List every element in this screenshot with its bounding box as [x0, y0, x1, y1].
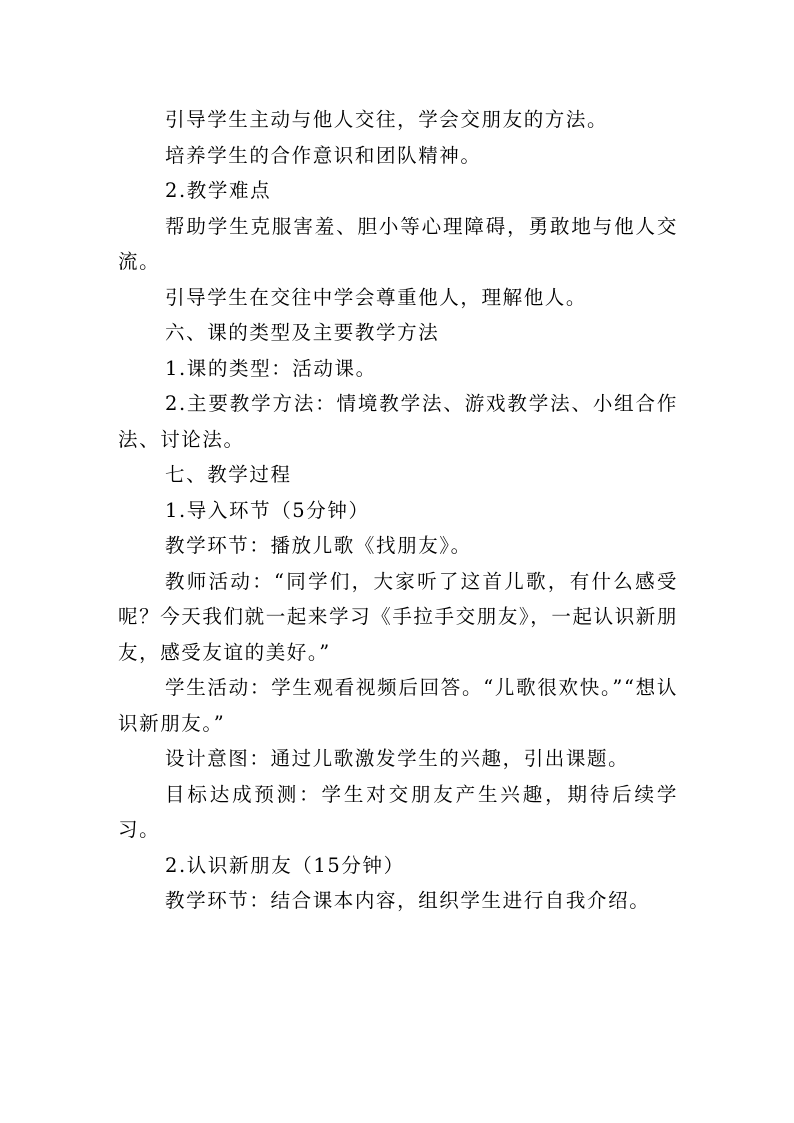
paragraph: 教师活动：“同学们，大家听了这首儿歌，有什么感受呢？今天我们就一起来学习《手拉手交朋友》，一起认识新朋友，感受友谊的美好。”: [118, 569, 678, 664]
paragraph: 培养学生的合作意识和团队精神。: [165, 143, 482, 167]
paragraph: 2.主要教学方法：情境教学法、游戏教学法、小组合作法、讨论法。: [118, 392, 678, 451]
section-heading: 2.教学难点: [165, 179, 272, 202]
paragraph: 帮助学生克服害羞、胆小等心理障碍，勇敢地与他人交流。: [118, 214, 678, 273]
paragraph: 引导学生在交往中学会尊重他人，理解他人。: [165, 285, 588, 309]
section-heading: 1.导入环节（5分钟）: [165, 498, 370, 522]
section-heading: 六、课的类型及主要教学方法: [165, 321, 440, 344]
document-body: [118, 102, 678, 919]
paragraph: 学生活动：学生观看视频后回答。“儿歌很欢快。”“想认识新朋友。”: [118, 676, 678, 735]
section-heading: 七、教学过程: [165, 463, 292, 486]
paragraph: 引导学生主动与他人交往，学会交朋友的方法。: [165, 108, 609, 131]
paragraph: 目标达成预测：学生对交朋友产生兴趣，期待后续学习。: [118, 782, 678, 841]
paragraph: 教学环节：结合课本内容，组织学生进行自我介绍。: [165, 889, 651, 912]
paragraph: 教学环节：播放儿歌《找朋友》。: [165, 534, 472, 557]
paragraph: 设计意图：通过儿歌激发学生的兴趣，引出课题。: [165, 747, 630, 770]
paragraph: 1.课的类型：活动课。: [165, 356, 377, 380]
section-heading: 2.认识新朋友（15分钟）: [165, 853, 405, 877]
